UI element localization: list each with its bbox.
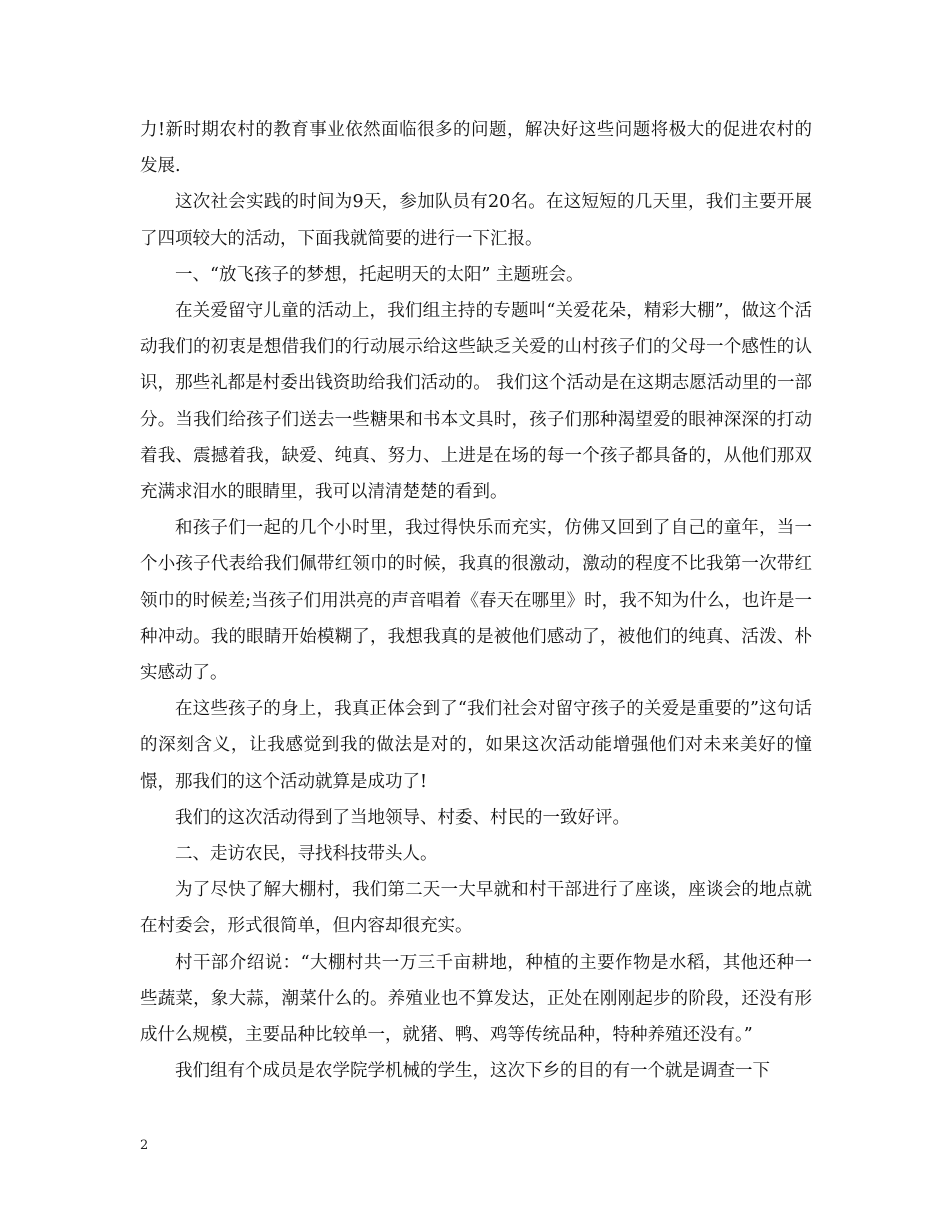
paragraph-1: 力!新时期农村的教育事业依然面临很多的问题，解决好这些问题将极大的促进农村的发展. (140, 120, 812, 177)
paragraph-4: 和孩子们一起的几个小时里，我过得快乐而充实，仿佛又回到了自己的童年，当一个小孩子代表给我们佩带红领巾的时候，我真的很激动，激动的程度不比我第一次带红领巾的时候差;当孩子们用洪亮的声音唱着《春天在哪里》时，我不知为什么，也许是一种冲动。我的眼睛开始模糊了，我想我真的是被他们感动了，被他们的纯真、活泼、朴实感动了。 (140, 518, 812, 684)
paragraph-5: 在这些孩子的身上，我真正体会到了“我们社会对留守孩子的关爱是重要的”这句话的深刻含义，让我感觉到我的做法是对的，如果这次活动能增强他们对未来美好的憧憬，那我们的这个活动就算是成功了! (140, 699, 812, 792)
paragraph-3: 在关爱留守儿童的活动上，我们组主持的专题叫“关爱花朵，精彩大棚”，做这个活动我们的初衷是想借我们的行动展示给这些缺乏关爱的山村孩子们的父母一个感性的认识，那些礼都是村委出钱资助给我们活动的。 我们这个活动是在这期志愿活动里的一部分。当我们给孩子们送去一些糖果和书本文具时，孩子们那种渴望爱的眼神深深的打动着我、震撼着我，缺爱、纯真、努力、上进是在场的每一个孩子都具备的，从他们那双充满求泪水的眼睛里，我可以清清楚楚的看到。 (140, 301, 812, 503)
paragraph-8: 村干部介绍说：“大棚村共一万三千亩耕地，种植的主要作物是水稻，其他还种一些蔬菜，象大蒜，潮菜什么的。养殖业也不算发达，正处在刚刚起步的阶段，还没有形成什么规模，主要品种比较单一，就猪、鸭、鸡等传统品种，特种养殖还没有。” (140, 952, 812, 1046)
page-number: 2 (140, 1138, 149, 1153)
body-text (140, 112, 812, 1089)
paragraph-6: 我们的这次活动得到了当地领导、村委、村民的一致好评。 (175, 807, 630, 828)
paragraph-7: 为了尽快了解大棚村，我们第二天一大早就和村干部进行了座谈，座谈会的地点就在村委会，形式很简单，但内容却很充实。 (140, 880, 812, 937)
section-heading-1: 一、“放飞孩子的梦想，托起明天的太阳” 主题班会。 (175, 264, 584, 285)
section-heading-2: 二、走访农民，寻找科技带头人。 (175, 844, 438, 865)
paragraph-2: 这次社会实践的时间为9天，参加队员有20名。在这短短的几天里，我们主要开展了四项较大的活动，下面我就简要的进行一下汇报。 (140, 192, 812, 249)
paragraph-9: 我们组有个成员是农学院学机械的学生，这次下乡的目的有一个就是调查一下 (175, 1061, 770, 1082)
